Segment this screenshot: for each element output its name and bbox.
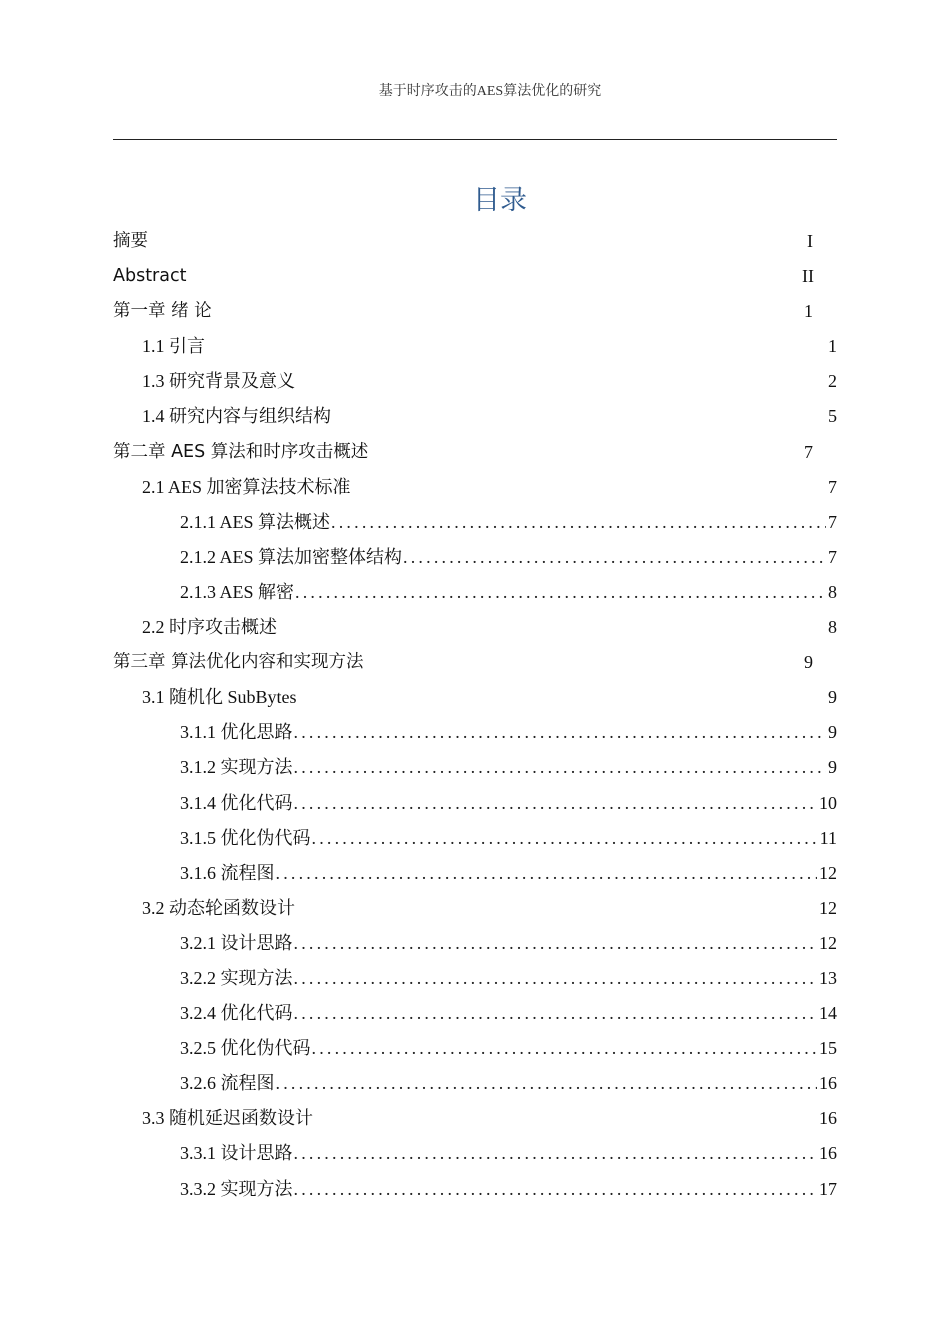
toc-entry-label: 1.1 引言: [142, 336, 205, 357]
toc-entry-level-2[interactable]: [113, 399, 837, 434]
toc-entry-level-3[interactable]: [113, 821, 837, 856]
toc-entry-level-2[interactable]: [113, 1101, 837, 1136]
toc-entry-page-number: 15: [819, 1038, 837, 1059]
toc-entry-level-3[interactable]: [113, 540, 837, 575]
toc-entry-page-number: 5: [828, 406, 837, 427]
toc-entry-label: 3.2.2 实现方法: [180, 967, 293, 988]
dot-leader: [293, 926, 818, 961]
toc-entry-level-2[interactable]: [113, 680, 837, 715]
toc-entry-label: 3.1.2 实现方法: [180, 757, 293, 778]
toc-entry-level-1[interactable]: [113, 259, 837, 294]
toc-entry-page-number: 11: [819, 827, 837, 848]
toc-entry-level-3[interactable]: [113, 505, 837, 540]
toc-entry-level-3[interactable]: [113, 1136, 837, 1171]
toc-entry-level-2[interactable]: [113, 364, 837, 399]
toc-entry-level-3[interactable]: [113, 926, 837, 961]
toc-entry-page-number: 9: [828, 757, 837, 778]
toc-entry-level-3[interactable]: [113, 1031, 837, 1066]
toc-entry-page-number: 9: [828, 722, 837, 743]
toc-entry-label: 2.2 时序攻击概述: [142, 617, 277, 638]
dot-leader: [293, 750, 827, 785]
toc-entry-label: 3.1.5 优化伪代码: [180, 827, 311, 848]
toc-entry-page-number: 7: [828, 546, 837, 567]
toc-entry-label: 2.1.2 AES 算法加密整体结构: [180, 546, 403, 567]
dot-leader: [311, 1031, 818, 1066]
toc-entry-label: 3.1 随机化 SubBytes: [142, 687, 297, 708]
toc-entry-level-3[interactable]: [113, 856, 837, 891]
dot-leader: [293, 961, 818, 996]
toc-entry-page-number: 14: [819, 1003, 837, 1024]
toc-entry-page-number: I: [807, 231, 813, 251]
toc-entry-label: 3.2 动态轮函数设计: [142, 897, 295, 918]
toc-entry-level-1[interactable]: [113, 645, 837, 680]
toc-entry-label: 第一章 绪 论: [113, 301, 212, 322]
dot-leader: [402, 540, 826, 575]
toc-entry-page-number: 7: [828, 511, 837, 532]
toc-entry-level-3[interactable]: [113, 750, 837, 785]
toc-entry-level-1[interactable]: [113, 224, 837, 259]
toc-entry-page-number: 9: [828, 687, 837, 708]
toc-entry-page-number: 12: [819, 932, 837, 953]
toc-entry-label: 3.2.1 设计思路: [180, 932, 293, 953]
toc-entry-level-3[interactable]: [113, 715, 837, 750]
toc-entry-page-number: 16: [819, 1108, 837, 1129]
toc-entry-page-number: 9: [804, 652, 813, 673]
dot-leader: [275, 856, 818, 891]
toc-entry-level-2[interactable]: [113, 891, 837, 926]
dot-leader: [294, 575, 826, 610]
table-of-contents: [113, 224, 837, 1207]
dot-leader: [275, 1066, 818, 1101]
dot-leader: [293, 996, 818, 1031]
toc-entry-label: 3.1.4 优化代码: [180, 792, 293, 813]
toc-entry-label: Abstract: [113, 266, 187, 287]
toc-entry-label: 3.3 随机延迟函数设计: [142, 1108, 313, 1129]
toc-entry-label: 2.1.3 AES 解密: [180, 581, 295, 602]
toc-entry-level-3[interactable]: [113, 1066, 837, 1101]
dot-leader: [293, 1172, 818, 1207]
toc-entry-label: 3.3.2 实现方法: [180, 1178, 293, 1199]
toc-entry-page-number: II: [802, 266, 814, 287]
toc-entry-label: 3.1.6 流程图: [180, 862, 275, 883]
toc-entry-label: 1.3 研究背景及意义: [142, 371, 295, 392]
dot-leader: [293, 1136, 818, 1171]
toc-entry-label: 3.2.5 优化伪代码: [180, 1038, 311, 1059]
toc-entry-level-3[interactable]: [113, 996, 837, 1031]
dot-leader: [293, 715, 827, 750]
toc-entry-page-number: 8: [828, 617, 837, 638]
toc-entry-page-number: 13: [819, 967, 837, 988]
toc-entry-page-number: 12: [819, 862, 837, 883]
toc-entry-level-3[interactable]: [113, 961, 837, 996]
toc-entry-page-number: 12: [819, 897, 837, 918]
toc-entry-page-number: 8: [828, 581, 837, 602]
running-header: 基于时序攻击的AES算法优化的研究: [378, 84, 602, 99]
toc-entry-label: 3.2.6 流程图: [180, 1073, 275, 1094]
toc-entry-page-number: 1: [804, 301, 813, 322]
toc-entry-level-3[interactable]: [113, 575, 837, 610]
toc-entry-label: 摘要: [113, 231, 148, 251]
toc-entry-label: 2.1.1 AES 算法概述: [180, 511, 331, 532]
toc-entry-level-1[interactable]: [113, 435, 837, 470]
toc-entry-label: 2.1 AES 加密算法技术标准: [142, 476, 351, 497]
toc-entry-page-number: 2: [828, 371, 837, 392]
header-rule: [113, 139, 837, 140]
dot-leader: [311, 821, 818, 856]
toc-entry-level-3[interactable]: [113, 786, 837, 821]
dot-leader: [293, 786, 818, 821]
toc-entry-label: 第三章 算法优化内容和实现方法: [113, 652, 364, 673]
toc-entry-label: 3.3.1 设计思路: [180, 1143, 293, 1164]
toc-entry-page-number: 10: [819, 792, 837, 813]
toc-entry-page-number: 1: [828, 336, 837, 357]
toc-entry-level-3[interactable]: [113, 1172, 837, 1207]
dot-leader: [330, 505, 826, 540]
toc-title: 目录: [473, 185, 527, 216]
toc-entry-label: 3.1.1 优化思路: [180, 722, 293, 743]
toc-entry-page-number: 17: [819, 1178, 837, 1199]
toc-entry-label: 1.4 研究内容与组织结构: [142, 406, 331, 427]
toc-entry-level-2[interactable]: [113, 329, 837, 364]
toc-entry-page-number: 7: [804, 441, 813, 462]
toc-entry-page-number: 16: [819, 1143, 837, 1164]
toc-entry-label: 第二章 AES 算法和时序攻击概述: [113, 441, 369, 462]
toc-entry-page-number: 7: [828, 476, 837, 497]
toc-entry-level-1[interactable]: [113, 294, 837, 329]
toc-entry-label: 3.2.4 优化代码: [180, 1003, 293, 1024]
toc-entry-level-2[interactable]: [113, 470, 837, 505]
toc-entry-level-2[interactable]: [113, 610, 837, 645]
toc-entry-page-number: 16: [819, 1073, 837, 1094]
